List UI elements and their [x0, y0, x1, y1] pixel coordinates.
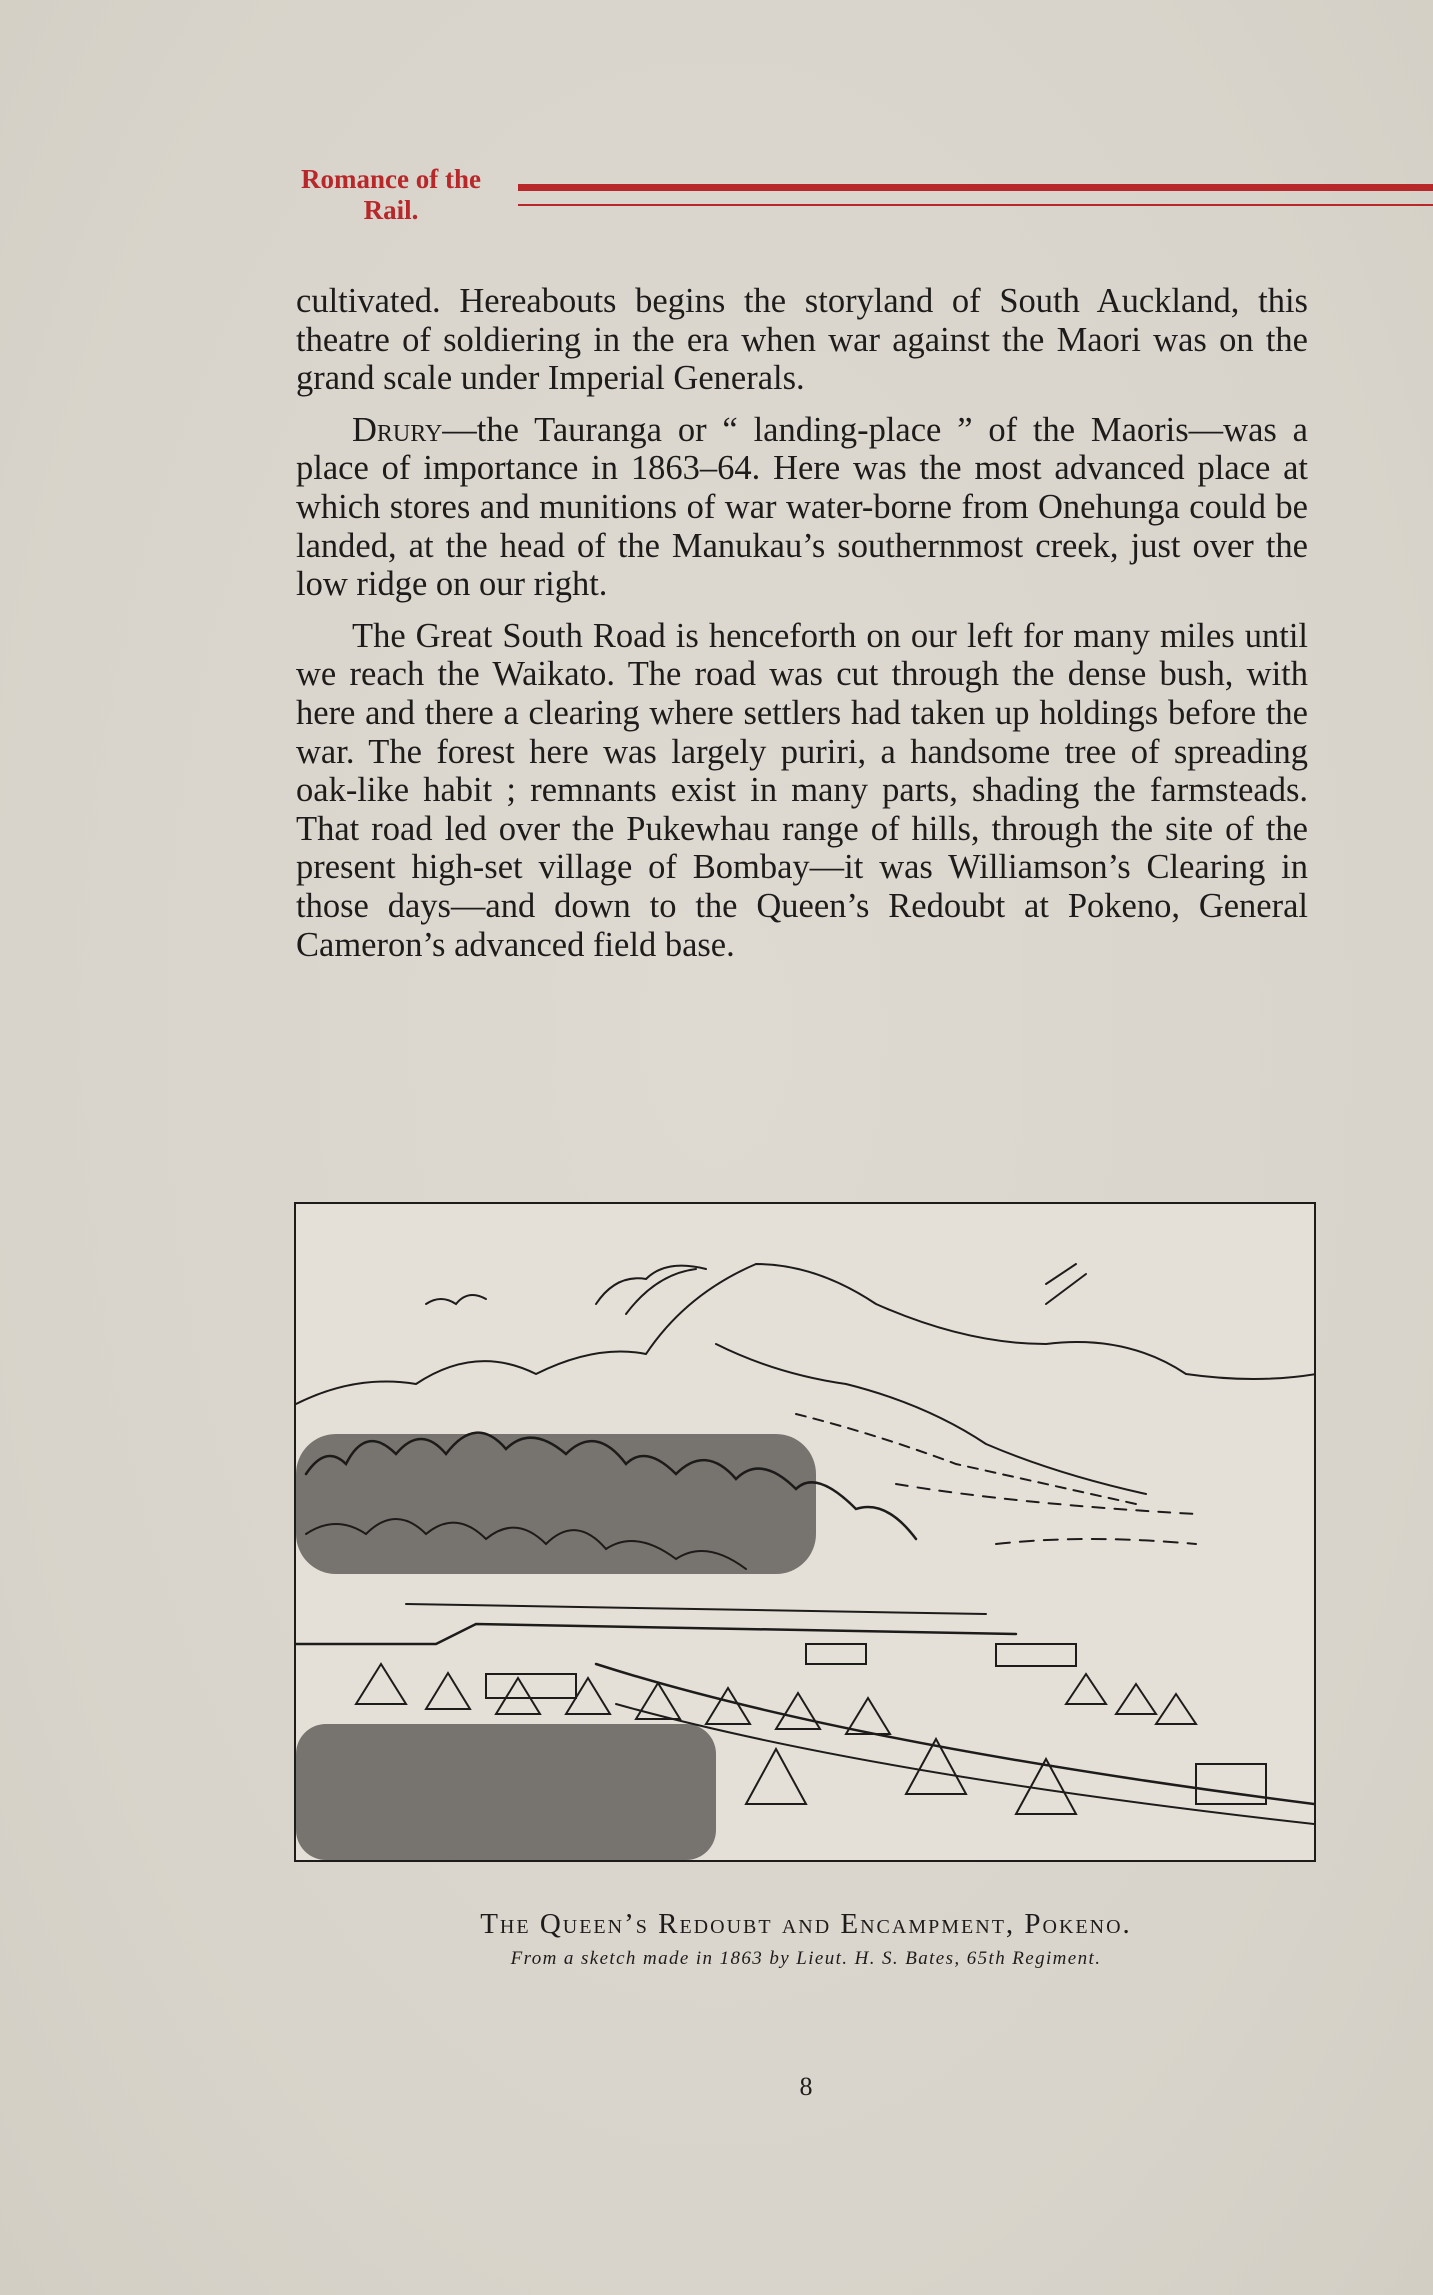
figure-caption — [296, 1906, 1316, 1974]
cloud-stroke — [596, 1266, 706, 1304]
building — [996, 1644, 1076, 1666]
drury-text: —the Tauranga or “ landing-place ” of the Maoris—was a place of importance in 1863–64. Here was the most advanced place at which stores and munitions of war water-borne from Onehunga could be landed, at the head of the Manukau’s southernmost creek, just over the low ridge on our right. — [296, 410, 1308, 604]
paragraph-drury — [296, 411, 1308, 604]
caption-title: The Queen’s Redoubt and Encampment, Pokeno. — [480, 1908, 1132, 1940]
building — [486, 1674, 576, 1698]
tent — [776, 1693, 820, 1729]
hill-ridge — [296, 1264, 1314, 1404]
tent — [1156, 1694, 1196, 1724]
tent — [566, 1678, 610, 1714]
figure-illustration — [294, 1202, 1316, 1862]
tent — [426, 1673, 470, 1709]
paragraph-great-south-road: The Great South Road is henceforth on our left for many miles until we reach the Waikato. The road was cut through the dense bush, with here and there a clearing where settlers had taken up holdings before the war. The forest here was largely puriri, a handsome tree of spreading oak-like habit ; remnants exist in many parts, shading the farmsteads. That road led over the Pukewhau range of hills, through the site of the present high-set village of Bombay—it was Williamson’s Clearing in those days—and down to the Queen’s Redoubt at Pokeno, General Cameron’s advanced field base. — [296, 616, 1308, 964]
hill-ridge — [996, 1539, 1196, 1544]
sketch-illustration — [296, 1204, 1314, 1860]
cloud-stroke — [1046, 1264, 1086, 1304]
caption-credit: From a sketch made in 1863 by Lieut. H. S. Bates, 65th Regiment. — [510, 1948, 1102, 1969]
building — [1196, 1764, 1266, 1804]
page-number: 8 — [799, 2072, 813, 2101]
tent — [1116, 1684, 1156, 1714]
header-rule-thick — [518, 184, 1433, 191]
paragraph-cultivated: cultivated. Hereabouts begins the storyland of South Auckland, this theatre of soldiering in the era when war against the Maori was on the grand scale under Imperial Generals. — [296, 282, 1308, 398]
body-text — [296, 282, 1308, 977]
tent — [1066, 1674, 1106, 1704]
running-header — [296, 164, 1316, 228]
tent — [356, 1664, 406, 1704]
tent — [496, 1678, 540, 1714]
cloud-stroke — [426, 1295, 486, 1304]
hill-ridge — [796, 1414, 1136, 1504]
building — [806, 1644, 866, 1664]
header-rule-thin — [518, 204, 1433, 206]
forest-shading — [296, 1434, 816, 1574]
redoubt-wall — [406, 1604, 986, 1614]
drury-lead-word: Drury — [352, 410, 443, 449]
foreground-bush — [296, 1724, 716, 1860]
tent — [746, 1749, 806, 1804]
hill-ridge — [896, 1484, 1196, 1514]
series-title: Romance of the Rail. — [301, 164, 481, 225]
tent — [906, 1739, 966, 1794]
redoubt-wall — [296, 1624, 1016, 1644]
tent — [636, 1683, 680, 1719]
